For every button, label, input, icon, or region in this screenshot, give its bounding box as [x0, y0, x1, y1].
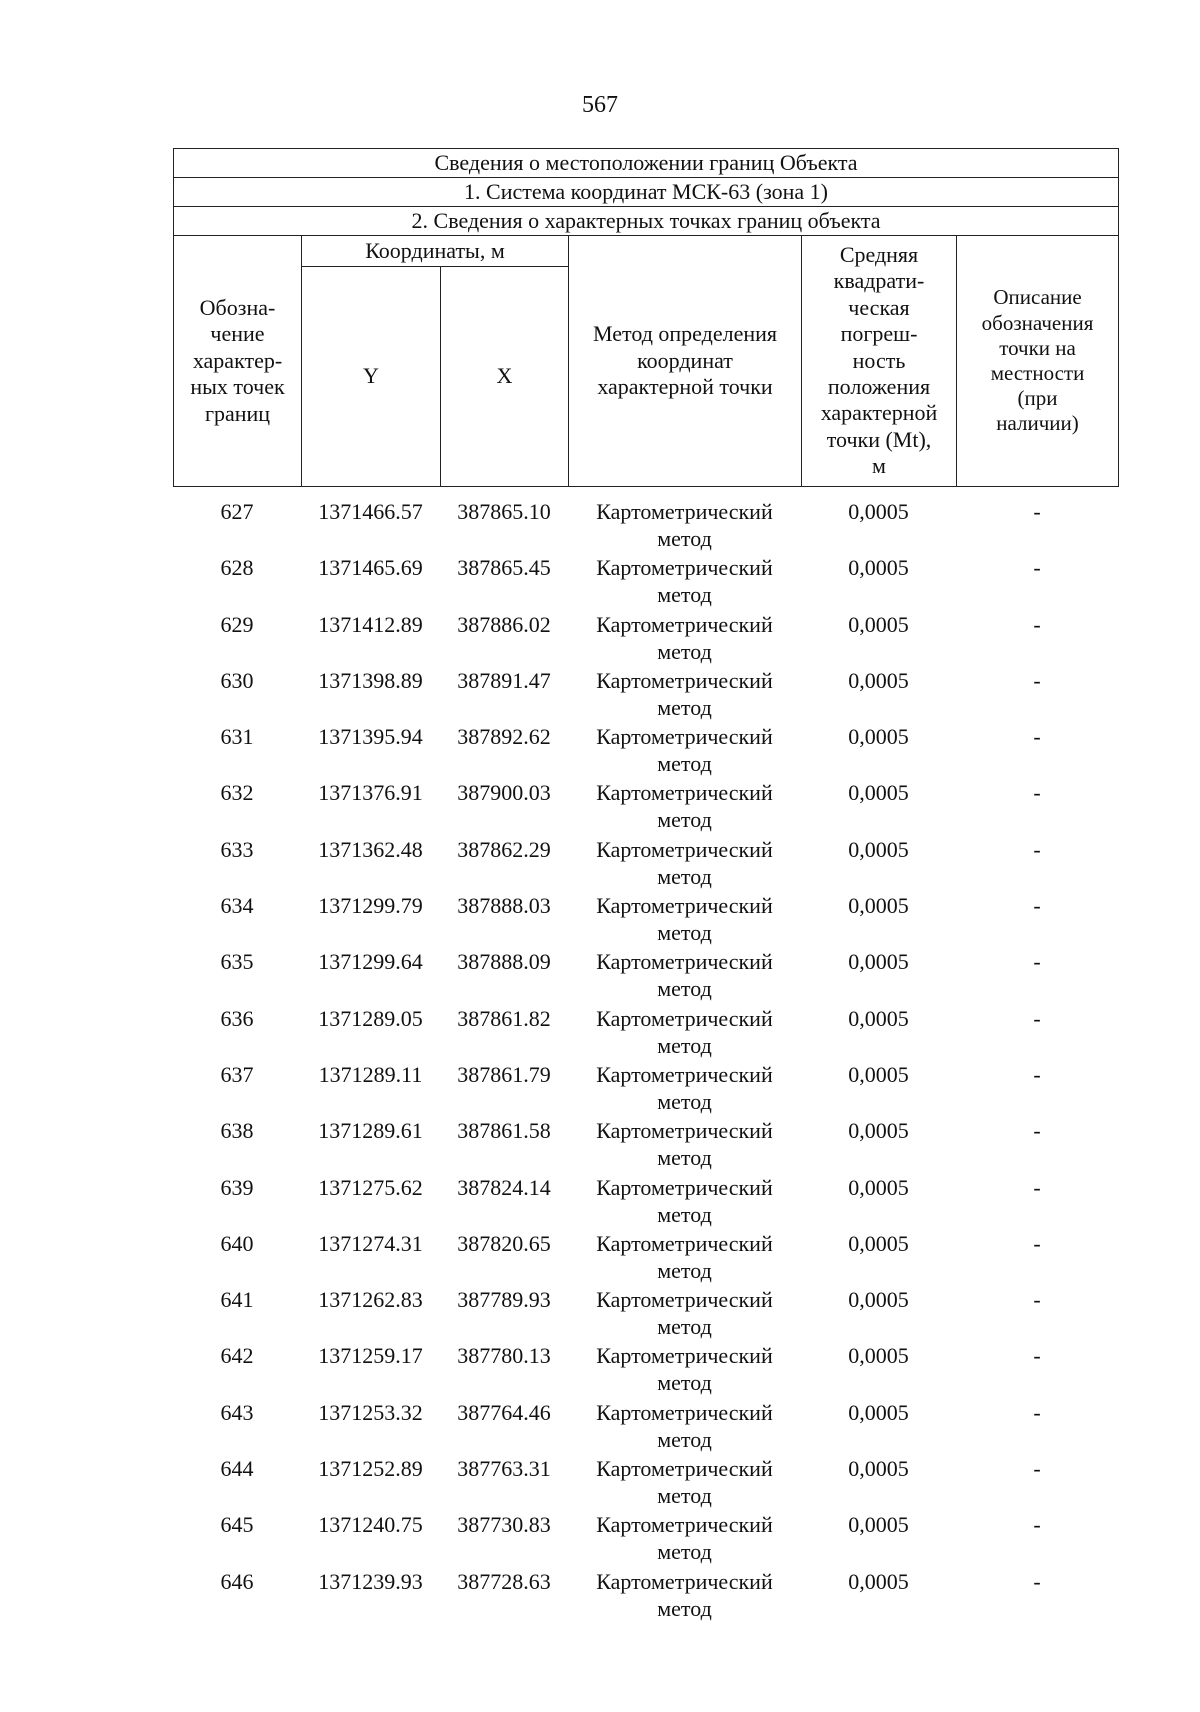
cell-x: 387865.45: [457, 555, 551, 581]
table-row: [173, 1568, 1118, 1624]
cell-point: 634: [220, 893, 254, 919]
cell-method: Картометрический метод: [596, 1061, 773, 1114]
cell-x: 387888.03: [457, 893, 551, 919]
cell-x: 387780.13: [457, 1343, 551, 1369]
cell-x: 387891.47: [457, 667, 551, 693]
table-row: [173, 498, 1118, 554]
cell-y: 1371362.48: [318, 836, 423, 862]
header-x: X: [441, 267, 569, 487]
table-row: [173, 1342, 1118, 1398]
cell-point: 643: [220, 1399, 254, 1425]
cell-description: -: [1033, 780, 1041, 806]
cell-point: 637: [220, 1061, 254, 1087]
cell-method: Картометрический метод: [596, 611, 773, 664]
header-description: Описание обозначения точки на местности (при наличии): [957, 236, 1119, 487]
cell-y: 1371412.89: [318, 611, 423, 637]
cell-y: 1371289.61: [318, 1118, 423, 1144]
cell-method: Картометрический метод: [596, 1174, 773, 1227]
table-row: [173, 554, 1118, 610]
cell-mt: 0,0005: [848, 949, 909, 975]
cell-point: 632: [220, 780, 254, 806]
cell-point: 639: [220, 1174, 254, 1200]
cell-mt: 0,0005: [848, 893, 909, 919]
cell-point: 629: [220, 611, 254, 637]
cell-x: 387764.46: [457, 1399, 551, 1425]
page-number: 567: [582, 92, 618, 118]
cell-mt: 0,0005: [848, 1174, 909, 1200]
table-row: [173, 1511, 1118, 1567]
cell-y: 1371289.05: [318, 1005, 423, 1031]
cell-x: 387886.02: [457, 611, 551, 637]
cell-mt: 0,0005: [848, 1512, 909, 1538]
cell-description: -: [1033, 667, 1041, 693]
cell-description: -: [1033, 893, 1041, 919]
cell-y: 1371466.57: [318, 499, 423, 524]
cell-mt: 0,0005: [848, 611, 909, 637]
cell-y: 1371376.91: [318, 780, 423, 806]
cell-mt: 0,0005: [848, 1005, 909, 1031]
cell-x: 387888.09: [457, 949, 551, 975]
cell-description: -: [1033, 1118, 1041, 1144]
cell-method: Картометрический метод: [596, 780, 773, 833]
header-point: Обозна- чение характер- ных точек границ: [174, 236, 302, 487]
table-title: Сведения о местоположении границ Объекта: [174, 149, 1119, 178]
cell-method: Картометрический метод: [596, 836, 773, 889]
cell-description: -: [1033, 555, 1041, 581]
cell-description: -: [1033, 836, 1041, 862]
cell-mt: 0,0005: [848, 1456, 909, 1482]
table-row: [173, 948, 1118, 1004]
cell-method: Картометрический метод: [596, 1456, 773, 1509]
cell-mt: 0,0005: [848, 1061, 909, 1087]
cell-method: Картометрический метод: [596, 1399, 773, 1452]
coordinate-system-title: 1. Система координат МСК-63 (зона 1): [174, 178, 1119, 207]
cell-description: -: [1033, 1568, 1041, 1594]
cell-y: 1371252.89: [318, 1456, 423, 1482]
cell-y: 1371289.11: [318, 1061, 423, 1087]
cell-x: 387728.63: [457, 1568, 551, 1594]
table-row: [173, 1174, 1118, 1230]
cell-point: 636: [220, 1005, 254, 1031]
table-row: [173, 1005, 1118, 1061]
cell-method: Картометрический метод: [596, 1287, 773, 1340]
cell-x: 387861.79: [457, 1061, 551, 1087]
header-y: Y: [302, 267, 441, 487]
cell-method: Картометрический метод: [596, 1005, 773, 1058]
cell-y: 1371240.75: [318, 1512, 423, 1538]
boundary-points-body: [173, 498, 1118, 1624]
cell-description: -: [1033, 611, 1041, 637]
cell-point: 641: [220, 1287, 254, 1313]
table-row: [173, 892, 1118, 948]
cell-method: Картометрический метод: [596, 893, 773, 946]
cell-method: Картометрический метод: [596, 555, 773, 608]
cell-description: -: [1033, 499, 1041, 524]
cell-description: -: [1033, 1399, 1041, 1425]
cell-y: 1371253.32: [318, 1399, 423, 1425]
cell-mt: 0,0005: [848, 1568, 909, 1594]
header-coordinates: Координаты, м: [302, 236, 569, 267]
cell-description: -: [1033, 1512, 1041, 1538]
cell-mt: 0,0005: [848, 836, 909, 862]
table-row: [173, 1399, 1118, 1455]
table-row: [173, 836, 1118, 892]
cell-description: -: [1033, 1061, 1041, 1087]
cell-method: Картометрический метод: [596, 1230, 773, 1283]
cell-x: 387865.10: [457, 499, 551, 524]
cell-x: 387900.03: [457, 780, 551, 806]
cell-point: 640: [220, 1230, 254, 1256]
cell-description: -: [1033, 724, 1041, 750]
cell-y: 1371398.89: [318, 667, 423, 693]
header-mt: Средняя квадрати- ческая погреш- ность положения характерной точки (Mt), м: [802, 236, 957, 487]
cell-description: -: [1033, 1343, 1041, 1369]
cell-mt: 0,0005: [848, 499, 909, 524]
cell-point: 646: [220, 1568, 254, 1594]
cell-point: 630: [220, 667, 254, 693]
boundary-points-table: [173, 498, 1118, 1624]
table-row: [173, 1455, 1118, 1511]
cell-method: Картометрический метод: [596, 949, 773, 1002]
cell-mt: 0,0005: [848, 1230, 909, 1256]
points-section-title: 2. Сведения о характерных точках границ объекта: [174, 207, 1119, 236]
cell-mt: 0,0005: [848, 555, 909, 581]
cell-y: 1371262.83: [318, 1287, 423, 1313]
cell-y: 1371275.62: [318, 1174, 423, 1200]
cell-x: 387861.82: [457, 1005, 551, 1031]
cell-point: 638: [220, 1118, 254, 1144]
cell-method: Картометрический метод: [596, 1512, 773, 1565]
cell-mt: 0,0005: [848, 1118, 909, 1144]
cell-mt: 0,0005: [848, 780, 909, 806]
cell-description: -: [1033, 1174, 1041, 1200]
cell-point: 628: [220, 555, 254, 581]
table-row: [173, 611, 1118, 667]
cell-x: 387730.83: [457, 1512, 551, 1538]
cell-x: 387824.14: [457, 1174, 551, 1200]
cell-x: 387820.65: [457, 1230, 551, 1256]
header-method: Метод определения координат характерной точки: [569, 236, 802, 487]
cell-method: Картометрический метод: [596, 1343, 773, 1396]
cell-y: 1371465.69: [318, 555, 423, 581]
cell-point: 633: [220, 836, 254, 862]
cell-y: 1371259.17: [318, 1343, 423, 1369]
cell-point: 631: [220, 724, 254, 750]
table-row: [173, 1117, 1118, 1173]
boundary-table-header: [173, 148, 1119, 487]
table-row: [173, 667, 1118, 723]
cell-method: Картометрический метод: [596, 667, 773, 720]
cell-y: 1371239.93: [318, 1568, 423, 1594]
table-row: [173, 779, 1118, 835]
cell-description: -: [1033, 1230, 1041, 1256]
cell-y: 1371299.79: [318, 893, 423, 919]
cell-point: 645: [220, 1512, 254, 1538]
cell-method: Картометрический метод: [596, 724, 773, 777]
cell-mt: 0,0005: [848, 1343, 909, 1369]
cell-description: -: [1033, 949, 1041, 975]
cell-mt: 0,0005: [848, 724, 909, 750]
cell-mt: 0,0005: [848, 667, 909, 693]
table-row: [173, 1286, 1118, 1342]
cell-point: 642: [220, 1343, 254, 1369]
cell-x: 387763.31: [457, 1456, 551, 1482]
cell-method: Картометрический метод: [596, 1118, 773, 1171]
cell-mt: 0,0005: [848, 1399, 909, 1425]
cell-point: 627: [220, 499, 254, 524]
cell-y: 1371395.94: [318, 724, 423, 750]
table-row: [173, 723, 1118, 779]
cell-x: 387862.29: [457, 836, 551, 862]
table-row: [173, 1230, 1118, 1286]
table-row: [173, 1061, 1118, 1117]
cell-description: -: [1033, 1005, 1041, 1031]
cell-x: 387789.93: [457, 1287, 551, 1313]
cell-description: -: [1033, 1456, 1041, 1482]
cell-x: 387892.62: [457, 724, 551, 750]
cell-method: Картометрический метод: [596, 1568, 773, 1621]
cell-method: Картометрический метод: [596, 499, 773, 551]
cell-mt: 0,0005: [848, 1287, 909, 1313]
cell-y: 1371274.31: [318, 1230, 423, 1256]
cell-description: -: [1033, 1287, 1041, 1313]
cell-point: 644: [220, 1456, 254, 1482]
cell-x: 387861.58: [457, 1118, 551, 1144]
cell-y: 1371299.64: [318, 949, 423, 975]
cell-point: 635: [220, 949, 254, 975]
